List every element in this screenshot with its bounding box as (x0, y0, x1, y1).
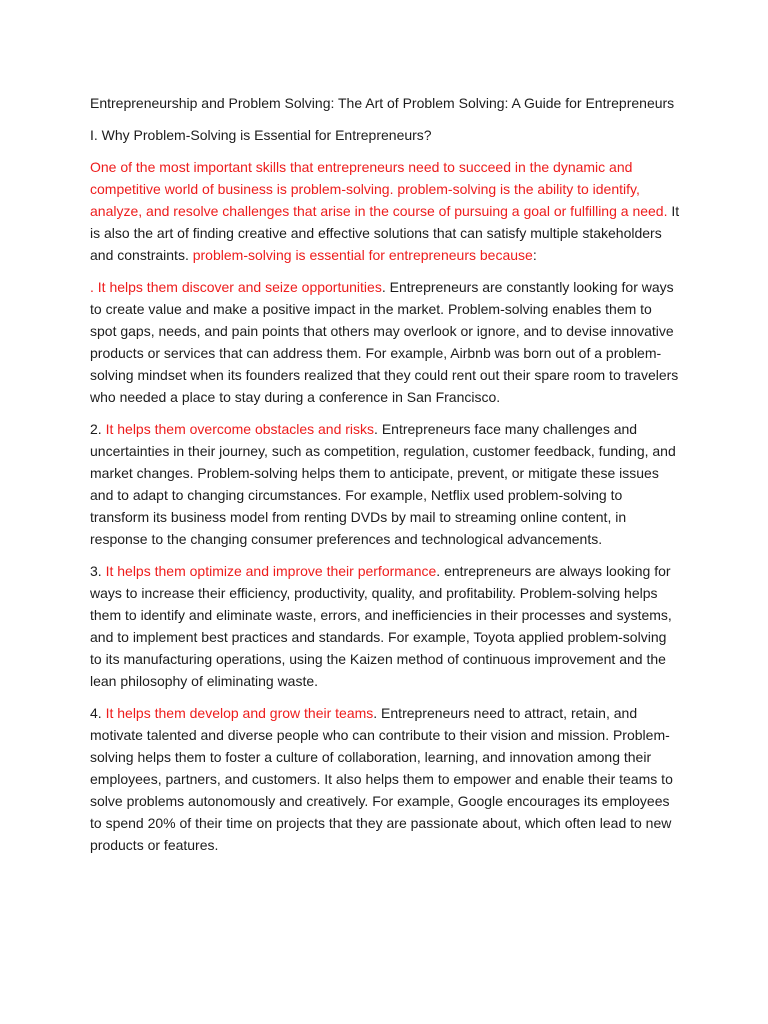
intro-paragraph (90, 156, 680, 266)
point-heading: . It helps them discover and seize opportunities (90, 279, 382, 295)
point-number: 3. (90, 563, 106, 579)
point-paragraph-2 (90, 418, 680, 550)
point-heading: It helps them optimize and improve their performance (105, 563, 437, 579)
section-heading: I. Why Problem-Solving is Essential for Entrepreneurs? (90, 127, 432, 143)
document-title: Entrepreneurship and Problem Solving: The Art of Problem Solving: A Guide for Entrepreneurs (90, 95, 675, 111)
point-body: . Entrepreneurs face many challenges and uncertainties in their journey, such as competition, regulation, customer feedback, funding, and market changes. Problem-solving helps them to anticipate, prevent, or mitigate these issues and to adapt to changing circumstances. For example, Netflix used problem-solving to transform its business model from renting DVDs by mail to streaming online content, in response to the changing consumer preferences and technological advancements. (90, 421, 676, 547)
document-page (90, 92, 680, 866)
intro-text: It is also the art of finding creative and effective solutions that can satisfy multiple stakeholders and constraints. (90, 203, 680, 263)
point-body: . entrepreneurs are always looking for ways to increase their efficiency, productivity, quality, and profitability. Problem-solving helps them to identify and eliminate waste, errors, and inefficiencies in their processes and systems, and to implement best practices and standards. For example, Toyota applied problem-solving to its manufacturing operations, using the Kaizen method of continuous improvement and the lean philosophy of eliminating waste. (90, 563, 672, 689)
point-heading: It helps them develop and grow their teams (105, 705, 374, 721)
point-paragraph-1 (90, 276, 680, 408)
point-number: 2. (90, 421, 106, 437)
intro-highlight-tail: problem-solving is essential for entrepreneurs because (192, 247, 533, 263)
point-body: . Entrepreneurs need to attract, retain, and motivate talented and diverse people who can contribute to their vision and mission. Problem-solving helps them to foster a culture of collaboration, learning, and innovation among their employees, partners, and customers. It also helps them to empower and enable their teams to solve problems autonomously and creatively. For example, Google encourages its employees to spend 20% of their time on projects that they are passionate about, which often lead to new products or features. (90, 705, 673, 853)
intro-highlight: One of the most important skills that entrepreneurs need to succeed in the dynamic and competitive world of business is problem-solving. problem-solving is the ability to identify, analyze, and resolve challenges that arise in the course of pursuing a goal or fulfilling a need. (90, 159, 668, 219)
point-heading: It helps them overcome obstacles and risks (105, 421, 375, 437)
point-paragraph-4 (90, 702, 680, 856)
point-number: 4. (90, 705, 106, 721)
point-body: . Entrepreneurs are constantly looking for ways to create value and make a positive impact in the market. Problem-solving enables them to spot gaps, needs, and pain points that others may overlook or ignore, and to devise innovative products or services that can address them. For example, Airbnb was born out of a problem-solving mindset when its founders realized that they could rent out their spare room to travelers who needed a place to stay during a conference in San Francisco. (90, 279, 679, 405)
intro-colon: : (532, 247, 537, 263)
point-paragraph-3 (90, 560, 680, 692)
